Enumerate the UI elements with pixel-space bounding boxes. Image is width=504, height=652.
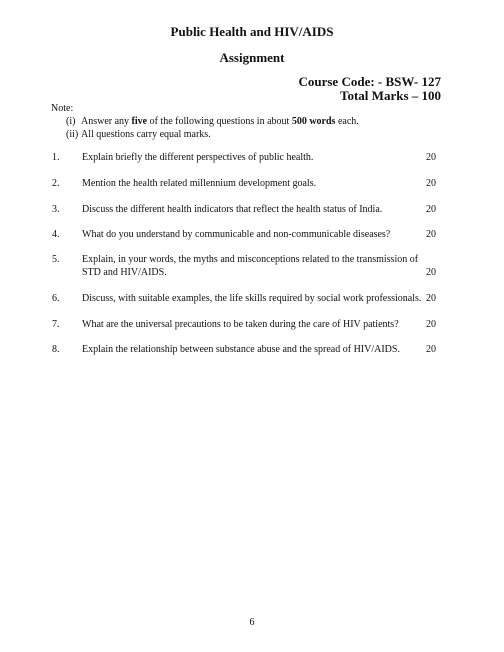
page-number: 6	[249, 617, 255, 628]
question-text: What are the universal precautions to be taken during the care of HIV patients?	[82, 319, 399, 330]
question-marks: 20	[426, 178, 436, 189]
question-marks: 20	[426, 204, 436, 215]
question-marks: 20	[426, 319, 436, 330]
note-item-number: (i)	[66, 116, 76, 127]
total-marks: Total Marks – 100	[340, 88, 441, 103]
question-number: 8.	[52, 344, 60, 355]
question-number: 1.	[52, 152, 60, 163]
question-text: Explain, in your words, the myths and misconceptions related to the transmission of STD and HIV/AIDS.	[82, 254, 419, 278]
question-number: 5.	[52, 254, 60, 265]
question-number: 4.	[52, 229, 60, 240]
question-marks: 20	[426, 293, 436, 304]
document-title: Public Health and HIV/AIDS	[170, 24, 334, 39]
document-subtitle: Assignment	[219, 50, 285, 65]
course-code: Course Code: - BSW- 127	[298, 74, 441, 89]
note-label: Note:	[51, 103, 74, 114]
question-text: Explain the relationship between substance abuse and the spread of HIV/AIDS.	[82, 344, 400, 355]
question-number: 3.	[52, 204, 60, 215]
question-marks: 20	[426, 344, 436, 355]
question-number: 7.	[52, 319, 60, 330]
question-number: 2.	[52, 178, 60, 189]
question-marks: 20	[426, 152, 436, 163]
question-text: Discuss the different health indicators that reflect the health status of India.	[82, 204, 383, 215]
question-text: Mention the health related millennium development goals.	[82, 178, 317, 189]
note-item-text: Answer any five of the following questions in about 500 words each.	[81, 116, 359, 127]
question-number: 6.	[52, 293, 60, 304]
question-marks: 20	[426, 229, 436, 240]
question-text: What do you understand by communicable and non-communicable diseases?	[82, 229, 391, 240]
question-text: Explain briefly the different perspectives of public health.	[82, 152, 314, 163]
question-marks: 20	[426, 267, 436, 278]
note-item-number: (ii)	[66, 129, 79, 140]
question-text: Discuss, with suitable examples, the life skills required by social work professionals.	[82, 293, 422, 304]
note-item-text: All questions carry equal marks.	[81, 129, 211, 140]
